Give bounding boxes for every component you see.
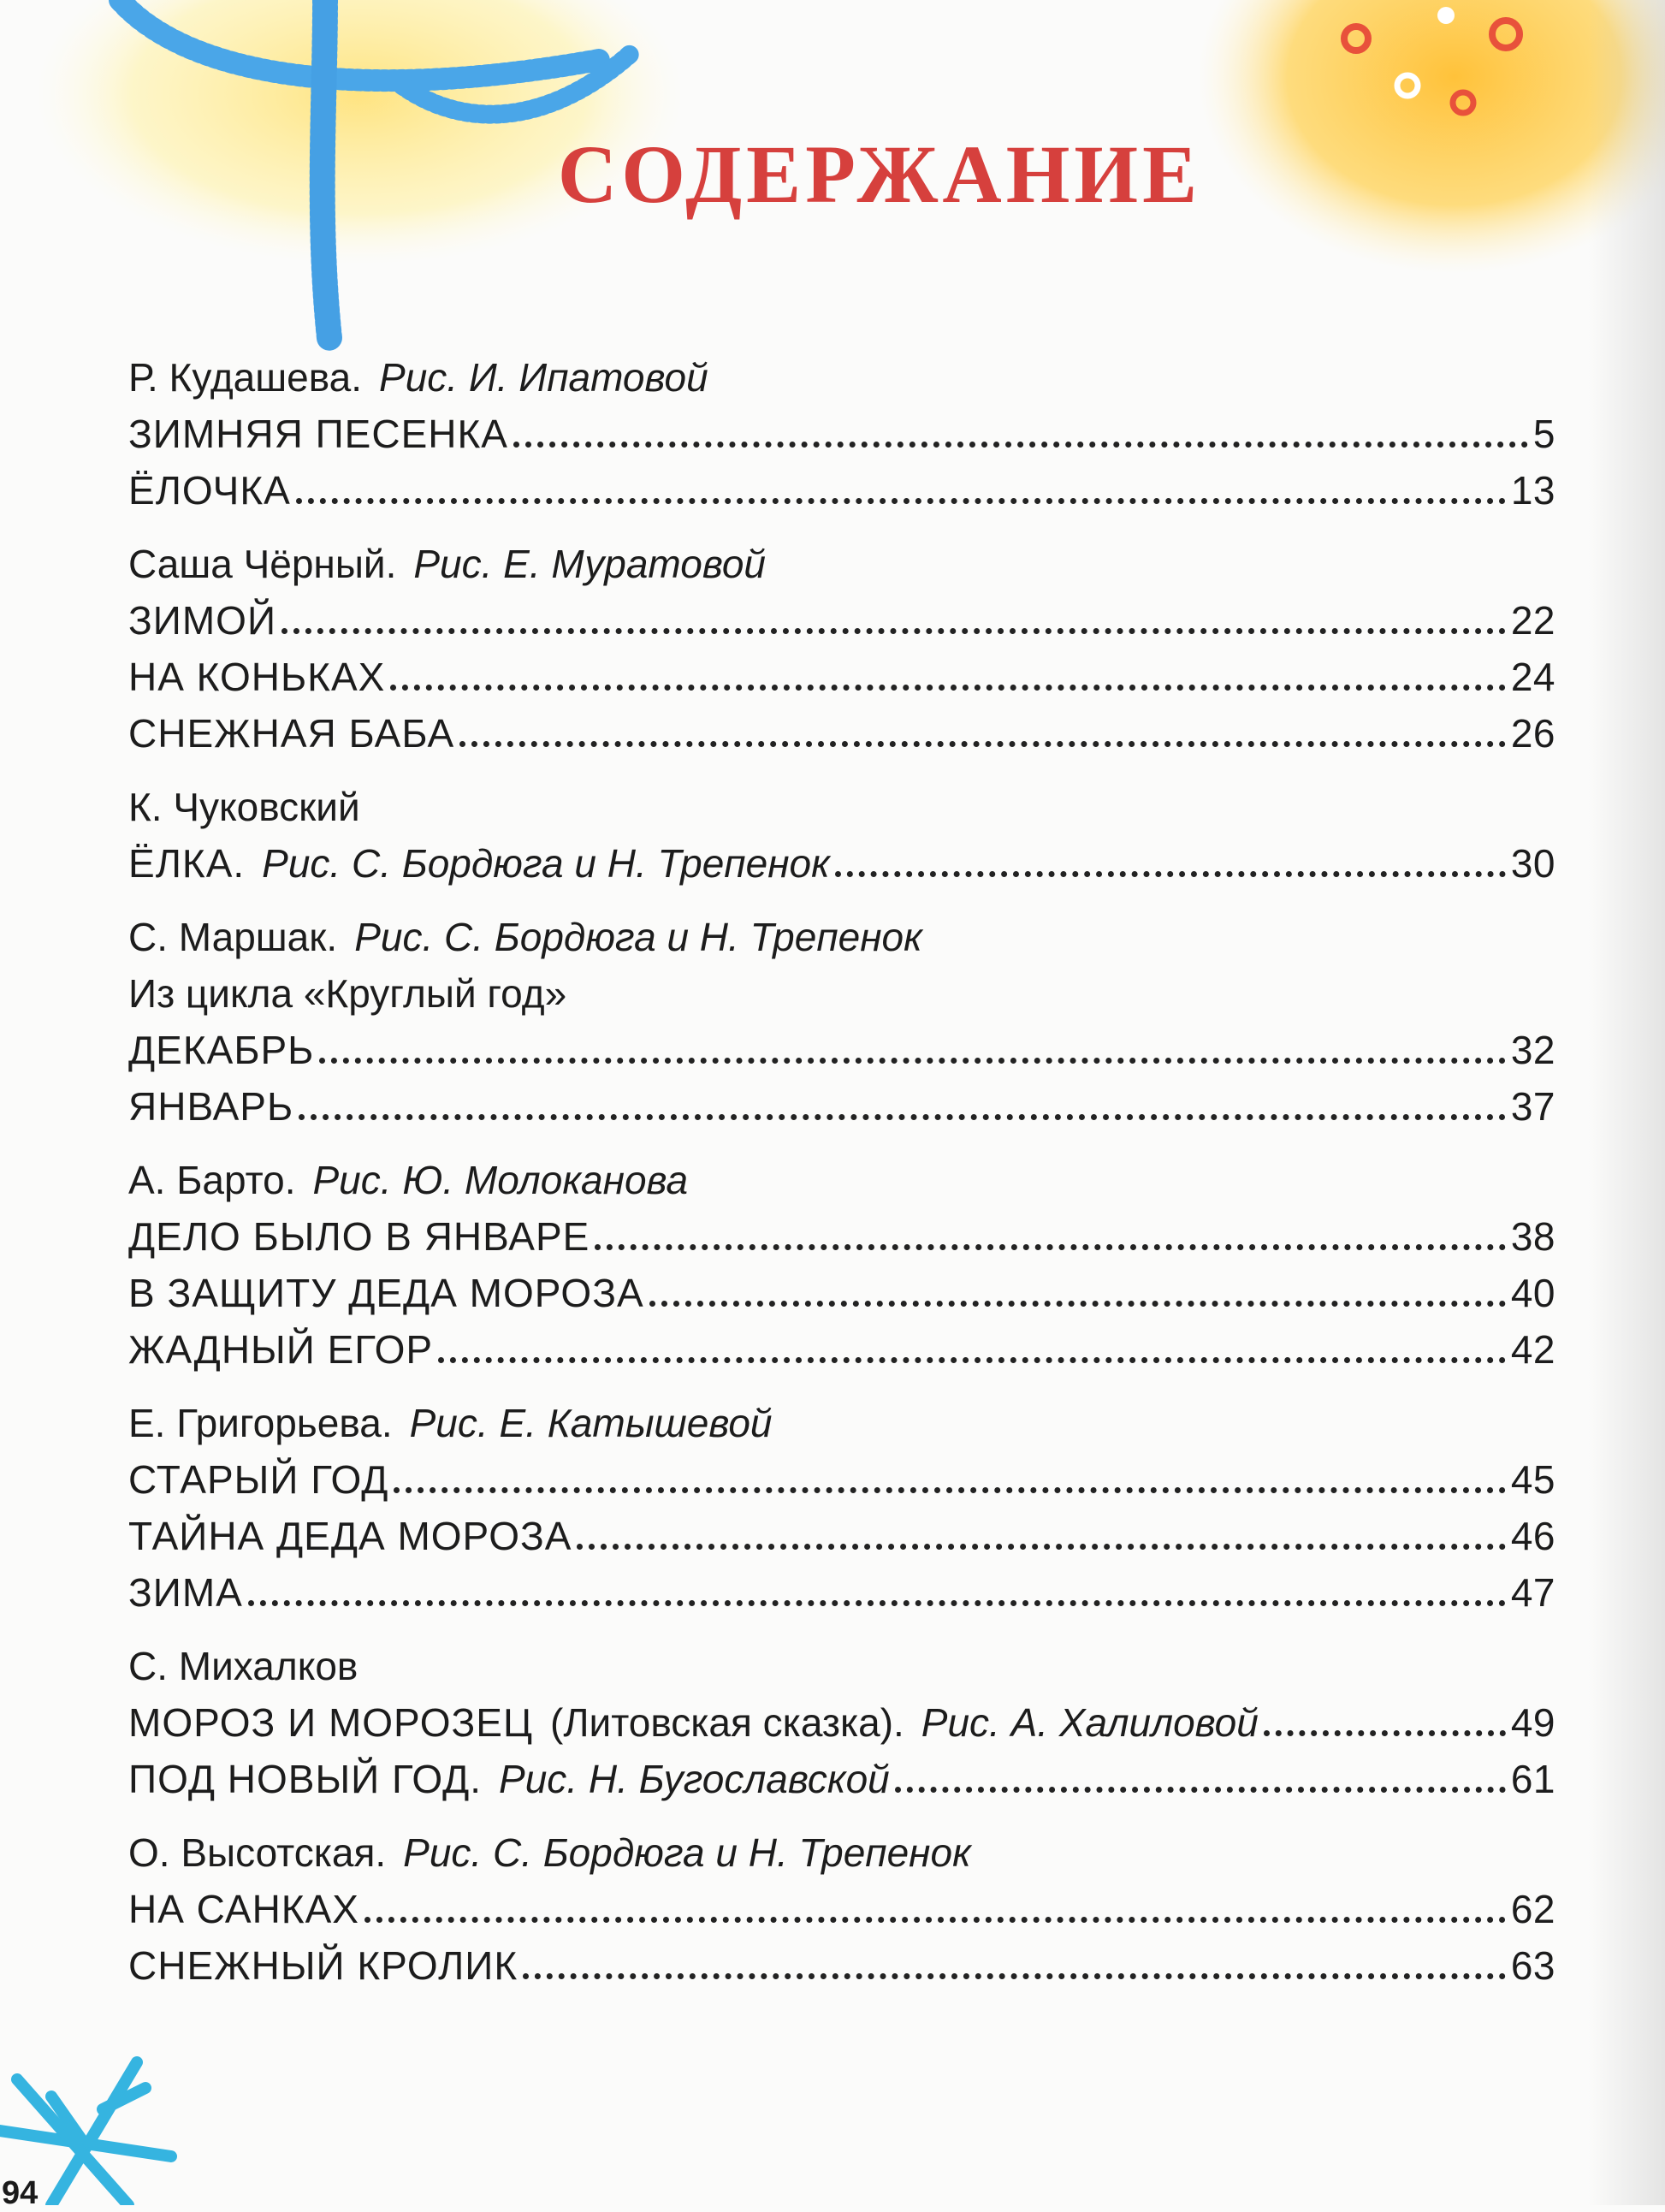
entry-page: 26	[1510, 711, 1555, 756]
author-name: Е. Григорьева.	[128, 1401, 393, 1445]
illustrator: Рис. Н. Бугославской	[499, 1757, 890, 1801]
entry-title: НА КОНЬКАХ	[128, 655, 386, 699]
dot-leader	[394, 1487, 1505, 1493]
toc-entry[interactable]	[128, 705, 1555, 762]
toc-entry[interactable]	[128, 592, 1555, 649]
author-name: А. Барто.	[128, 1158, 296, 1202]
toc-author-line	[128, 349, 1555, 406]
entry-title: В ЗАЩИТУ ДЕДА МОРОЗА	[128, 1271, 644, 1315]
entry-page: 49	[1510, 1700, 1555, 1745]
author-name: С. Маршак.	[128, 915, 338, 959]
toc-entry[interactable]	[128, 406, 1555, 462]
entry-title: ЁЛОЧКА	[128, 468, 291, 513]
entry-title: ЁЛКА.	[128, 841, 246, 886]
entry-page: 62	[1510, 1887, 1555, 1931]
illustrator: Рис. Ю. Молоканова	[312, 1158, 689, 1202]
entry-page: 24	[1510, 655, 1555, 699]
entry-page: 61	[1510, 1757, 1555, 1801]
toc-entry[interactable]	[128, 1508, 1555, 1564]
table-of-contents	[128, 349, 1555, 2011]
entry-page: 45	[1510, 1457, 1555, 1502]
illustrator: Рис. И. Ипатовой	[379, 355, 708, 400]
toc-entry[interactable]	[128, 1564, 1555, 1621]
toc-author-line	[128, 1824, 1555, 1881]
toc-author-line	[128, 779, 1555, 835]
entry-title: ДЕКАБРЬ	[128, 1028, 315, 1072]
toc-entry[interactable]	[128, 649, 1555, 705]
toc-entry[interactable]	[128, 1265, 1555, 1321]
entry-title: МОРОЗ И МОРОЗЕЦ	[128, 1700, 534, 1745]
entry-page: 40	[1510, 1271, 1555, 1315]
entry-title: НА САНКАХ	[128, 1887, 359, 1931]
entry-title: ТАЙНА ДЕДА МОРОЗА	[128, 1514, 572, 1558]
entry-page: 46	[1510, 1514, 1555, 1558]
dot-leader	[281, 628, 1506, 634]
entry-title: ЗИМНЯЯ ПЕСЕНКА	[128, 412, 508, 456]
cycle-subtitle: Из цикла «Круглый год»	[128, 971, 567, 1016]
toc-entry[interactable]	[128, 1022, 1555, 1078]
page-number: 94	[2, 2175, 39, 2211]
toc-entry[interactable]	[128, 1881, 1555, 1937]
entry-page: 30	[1510, 841, 1555, 886]
entry-title: ПОД НОВЫЙ ГОД.	[128, 1757, 483, 1801]
entry-title: ЗИМОЙ	[128, 598, 277, 643]
dot-leader	[364, 1917, 1506, 1923]
entry-page: 63	[1510, 1943, 1555, 1988]
toc-entry[interactable]	[128, 1208, 1555, 1265]
dot-leader	[390, 685, 1506, 691]
entry-title: ЗИМА	[128, 1570, 243, 1615]
toc-entry[interactable]	[128, 1321, 1555, 1378]
toc-author-line	[128, 536, 1555, 592]
toc-author-line	[128, 1152, 1555, 1208]
toc-entry[interactable]	[128, 1751, 1555, 1807]
dot-leader	[595, 1244, 1505, 1250]
dot-leader	[1264, 1730, 1506, 1736]
toc-section	[128, 1152, 1555, 1378]
toc-section	[128, 1638, 1555, 1807]
entry-title: СНЕЖНАЯ БАБА	[128, 711, 455, 756]
page-title: СОДЕРЖАНИЕ	[557, 128, 1202, 220]
entry-page: 42	[1510, 1327, 1555, 1372]
illustrator: Рис. С. Бордюга и Н. Трепенок	[403, 1830, 971, 1875]
entry-title: ДЕЛО БЫЛО В ЯНВАРЕ	[128, 1214, 590, 1259]
entry-page: 37	[1510, 1084, 1555, 1129]
toc-author-line	[128, 909, 1555, 965]
author-name: О. Высотская.	[128, 1830, 387, 1875]
illustrator: Рис. Е. Муратовой	[413, 542, 766, 586]
toc-author-line	[128, 1638, 1555, 1694]
page-gutter-shadow	[1588, 0, 1665, 2205]
toc-section	[128, 779, 1555, 892]
illustrator: Рис. С. Бордюга и Н. Трепенок	[354, 915, 922, 959]
illustrator: Рис. С. Бордюга и Н. Трепенок	[262, 841, 830, 886]
dot-leader	[438, 1357, 1506, 1363]
toc-section	[128, 349, 1555, 519]
dot-leader	[895, 1787, 1506, 1793]
entry-page: 13	[1510, 468, 1555, 513]
entry-page: 32	[1510, 1028, 1555, 1072]
dot-leader	[248, 1600, 1506, 1606]
entry-page: 47	[1510, 1570, 1555, 1615]
author-name: Саша Чёрный.	[128, 542, 397, 586]
toc-entry[interactable]	[128, 462, 1555, 519]
dot-leader	[577, 1544, 1505, 1550]
entry-page: 38	[1510, 1214, 1555, 1259]
author-name: С. Михалков	[128, 1644, 358, 1688]
dot-leader	[299, 1114, 1506, 1120]
author-name: Р. Кудашева.	[128, 355, 363, 400]
entry-title: СТАРЫЙ ГОД	[128, 1457, 389, 1502]
dot-leader	[459, 741, 1506, 747]
dot-leader	[649, 1301, 1506, 1307]
illustrator: Рис. А. Халиловой	[921, 1700, 1259, 1745]
author-name: К. Чуковский	[128, 785, 360, 829]
entry-title: ЯНВАРЬ	[128, 1084, 294, 1129]
toc-entry[interactable]	[128, 1451, 1555, 1508]
entry-note: (Литовская сказка).	[550, 1700, 904, 1745]
dot-leader	[835, 871, 1506, 877]
entry-title: СНЕЖНЫЙ КРОЛИК	[128, 1943, 518, 1988]
dot-leader	[319, 1058, 1505, 1064]
toc-entry[interactable]	[128, 1937, 1555, 1994]
toc-section	[128, 536, 1555, 762]
toc-entry[interactable]	[128, 1078, 1555, 1135]
toc-section	[128, 909, 1555, 1135]
entry-title: ЖАДНЫЙ ЕГОР	[128, 1327, 434, 1372]
entry-page: 5	[1532, 412, 1555, 456]
toc-author-line	[128, 1395, 1555, 1451]
dot-leader	[296, 498, 1506, 504]
toc-section	[128, 1395, 1555, 1621]
entry-page: 22	[1510, 598, 1555, 643]
toc-entry[interactable]	[128, 1694, 1555, 1751]
illustrator: Рис. Е. Катышевой	[409, 1401, 773, 1445]
dot-leader	[513, 442, 1528, 448]
toc-entry[interactable]	[128, 835, 1555, 892]
toc-section	[128, 1824, 1555, 1994]
dot-leader	[523, 1973, 1506, 1979]
